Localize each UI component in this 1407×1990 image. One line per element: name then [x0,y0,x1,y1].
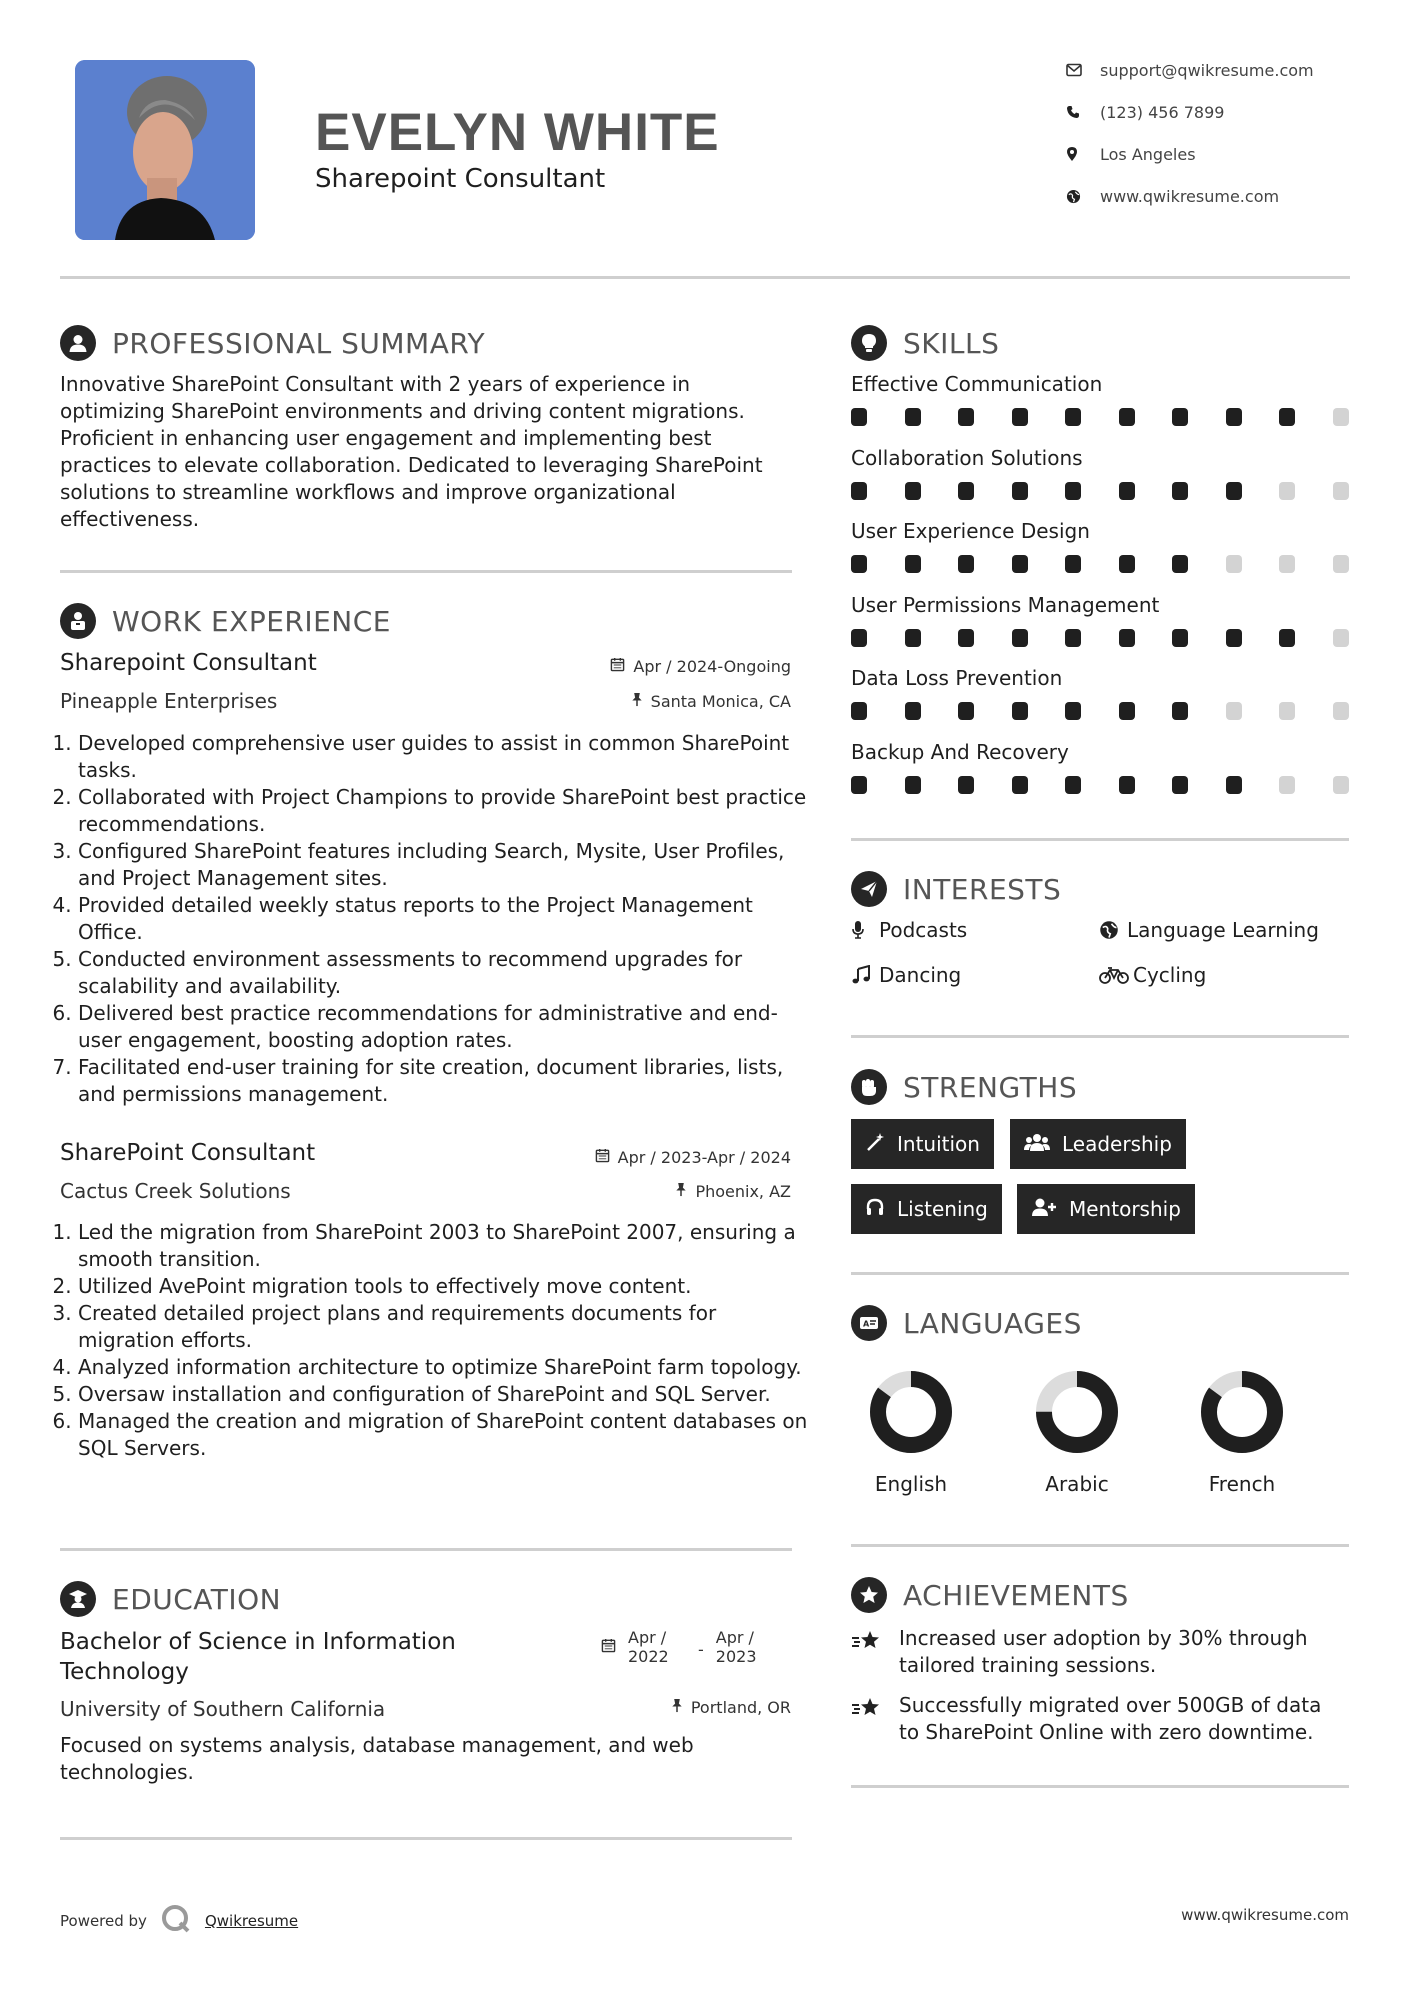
job-dates-text: Apr / 2024-Ongoing [633,657,791,676]
job-bullet: 1. Developed comprehensive user guides to assist in common SharePoint tasks. [78,730,813,784]
skill-dot-empty [1333,555,1349,573]
job-bullet: 6. Delivered best practice recommendations for administrative and end-user engagement, boosting adoption rates. [78,1000,813,1054]
interest-label: Language Learning [1127,918,1319,942]
user-icon [60,325,96,361]
skill-dot-filled [1172,776,1188,794]
skill-name: Data Loss Prevention [851,666,1063,690]
skill-dot-filled [851,776,867,794]
education-dates [601,1628,774,1666]
skill-dot-filled [1065,776,1081,794]
skill-dot-filled [1226,629,1242,647]
pushpin-icon [671,1698,683,1717]
job-bullet: 7. Facilitated end-user training for site creation, document libraries, lists, and permissions management. [78,1054,813,1108]
interest-label: Podcasts [879,918,968,942]
job-location [631,692,791,711]
skill-dot-filled [1119,482,1135,500]
language-name: Arabic [1045,1472,1109,1496]
languages-heading-text: LANGUAGES [903,1306,1082,1340]
interest-item [851,963,961,987]
skill-rating [851,482,1349,500]
skill-dot-filled [905,702,921,720]
skill-dot-empty [1333,482,1349,500]
globe-icon [1099,920,1127,940]
job-location [675,1182,791,1201]
footer-website[interactable]: www.qwikresume.com [1181,1906,1349,1924]
skill-dot-filled [1226,482,1242,500]
experience-heading [60,601,391,641]
contact-email[interactable] [1066,55,1314,85]
skill-dot-filled [1279,408,1295,426]
skill-rating [851,555,1349,573]
contact-email-text: support@qwikresume.com [1100,60,1314,80]
company-name: Cactus Creek Solutions [60,1179,291,1203]
job-bullets [58,730,813,1108]
strength-label: Mentorship [1069,1197,1181,1221]
strength-tag [851,1119,994,1169]
job-dates [595,1148,791,1167]
section-divider [60,1837,792,1840]
education-end: Apr / 2023 [715,1628,757,1666]
headphones-icon [865,1197,885,1222]
skill-dot-filled [958,629,974,647]
job-title: Sharepoint Consultant [60,650,317,676]
education-start: Apr / 2022 [628,1628,669,1666]
user-plus-icon [1031,1197,1057,1222]
powered-by-text: Powered by [60,1912,147,1930]
skill-dot-filled [1065,702,1081,720]
skill-dot-empty [1333,702,1349,720]
pushpin-icon [675,1182,687,1201]
achievements-heading-text: ACHIEVEMENTS [903,1578,1129,1612]
skill-dot-filled [1012,408,1028,426]
skill-dot-filled [1119,408,1135,426]
skill-rating [851,629,1349,647]
skill-dot-filled [958,776,974,794]
skill-dot-filled [1119,629,1135,647]
skill-dot-filled [905,555,921,573]
skill-dot-filled [851,408,867,426]
users-icon [1024,1132,1050,1157]
education-heading-text: EDUCATION [112,1582,282,1616]
skill-dot-empty [1226,702,1242,720]
job-bullet: 3. Configured SharePoint features including Search, Mysite, User Profiles, and Project Management sites. [78,838,813,892]
skill-dot-empty [1279,555,1295,573]
languages-heading [851,1303,1082,1343]
magic-wand-icon [865,1132,885,1157]
contact-location-text: Los Angeles [1100,144,1196,164]
achievement-text: Increased user adoption by 30% through tailored training sessions. [899,1626,1308,1677]
language-name: English [874,1472,948,1496]
skill-dot-filled [1012,629,1028,647]
skill-dot-filled [958,702,974,720]
qwikresume-logo-icon [161,1904,191,1938]
date-separator: - [698,1640,704,1659]
degree-title: Bachelor of Science in Information Technology [60,1629,456,1685]
shooting-star-icon [851,1692,883,1726]
skill-dot-filled [851,482,867,500]
skill-dot-filled [1012,555,1028,573]
skill-name: Backup And Recovery [851,740,1069,764]
briefcase-user-icon [60,603,96,639]
fist-icon [851,1069,887,1105]
achievement-item [851,1692,1341,1746]
skill-dot-empty [1333,629,1349,647]
strength-tag [851,1184,1002,1234]
skill-name: User Permissions Management [851,593,1160,617]
skill-name: User Experience Design [851,519,1090,543]
strength-tag [1017,1184,1195,1234]
skill-dot-filled [905,629,921,647]
profile-photo [75,60,255,240]
paper-plane-icon [851,871,887,907]
skill-dot-filled [1119,702,1135,720]
education-location-text: Portland, OR [690,1698,791,1717]
skill-dot-filled [905,408,921,426]
skill-dot-filled [1172,555,1188,573]
skill-dot-filled [1065,482,1081,500]
skills-heading [851,323,999,363]
globe-icon [1066,189,1100,204]
section-divider [60,1548,792,1551]
strengths-heading-text: STRENGTHS [903,1070,1078,1104]
lightbulb-icon [851,325,887,361]
skill-dot-filled [905,776,921,794]
job-dates [610,657,791,676]
section-divider [851,1785,1349,1788]
music-note-icon [851,965,879,985]
skill-dot-filled [851,555,867,573]
shooting-star-icon [851,1625,883,1659]
skill-dot-filled [1012,702,1028,720]
skill-dot-filled [1119,555,1135,573]
education-heading [60,1579,281,1619]
phone-icon [1066,105,1100,119]
skill-dot-filled [1172,482,1188,500]
summary-heading-text: PROFESSIONAL SUMMARY [112,326,486,360]
skill-rating [851,776,1349,794]
language-name: French [1208,1472,1276,1496]
section-divider [60,570,792,573]
interest-label: Dancing [879,963,962,987]
interest-label: Cycling [1133,963,1207,987]
summary-heading [60,323,485,363]
skill-dot-filled [1119,776,1135,794]
school-name: University of Southern California [60,1697,386,1721]
map-pin-icon [1066,146,1100,162]
skill-name: Effective Communication [851,372,1103,396]
section-divider [851,838,1349,841]
pushpin-icon [631,692,643,711]
calendar-icon [595,1148,610,1167]
skill-dot-filled [851,702,867,720]
strength-label: Listening [897,1197,988,1221]
job-bullet: 2. Utilized AvePoint migration tools to effectively move content. [78,1273,813,1300]
contact-website-text: www.qwikresume.com [1100,186,1280,206]
contact-location [1066,139,1196,169]
skill-dot-empty [1279,482,1295,500]
experience-heading-text: WORK EXPERIENCE [112,604,391,638]
strengths-heading [851,1067,1077,1107]
skill-dot-empty [1333,408,1349,426]
strength-label: Leadership [1062,1132,1172,1156]
skills-heading-text: SKILLS [903,326,1000,360]
skill-dot-empty [1226,555,1242,573]
interests-heading [851,869,1061,909]
achievement-item [851,1625,1341,1679]
job-bullets [58,1219,813,1462]
candidate-name: EVELYN WHITE [315,103,720,162]
education-location [671,1698,791,1717]
skill-dot-empty [1279,776,1295,794]
job-title: SharePoint Consultant [60,1140,316,1166]
contact-phone[interactable] [1066,97,1224,127]
section-divider [851,1035,1349,1038]
skill-dot-filled [1065,555,1081,573]
skill-dot-filled [851,629,867,647]
microphone-icon [851,920,879,940]
skill-dot-filled [958,482,974,500]
skill-dot-filled [1279,629,1295,647]
strength-tag [1010,1119,1186,1169]
skill-dot-filled [958,555,974,573]
skill-dot-filled [1012,776,1028,794]
brand-link[interactable]: Qwikresume [204,1912,299,1930]
job-location-text: Phoenix, AZ [695,1182,791,1201]
achievement-text: Successfully migrated over 500GB of data to SharePoint Online with zero downtime. [899,1693,1322,1744]
contact-website[interactable] [1066,181,1279,211]
interest-item [851,918,967,942]
svg-text:A: A [863,1319,870,1329]
job-bullet: 4. Provided detailed weekly status reports to the Project Management Office. [78,892,813,946]
calendar-icon [601,1628,616,1666]
skill-dot-filled [1012,482,1028,500]
job-bullet: 5. Oversaw installation and configuration of SharePoint and SQL Server. [78,1381,813,1408]
job-bullet: 2. Collaborated with Project Champions to provide SharePoint best practice recommendations. [78,784,813,838]
skill-dot-filled [1172,408,1188,426]
skill-rating [851,702,1349,720]
skill-dot-filled [1065,408,1081,426]
education-description: Focused on systems analysis, database management, and web technologies. [60,1733,694,1784]
achievements-heading [851,1575,1129,1615]
envelope-icon [1066,63,1100,77]
star-badge-icon [851,1577,887,1613]
job-bullet: 1. Led the migration from SharePoint 2003 to SharePoint 2007, ensuring a smooth transition. [78,1219,813,1273]
language-icon [851,1305,887,1341]
interest-item [1099,918,1319,942]
interest-item [1099,963,1206,987]
interests-heading-text: INTERESTS [903,872,1062,906]
job-bullet: 5. Conducted environment assessments to recommend upgrades for scalability and availability. [78,946,813,1000]
skill-dot-empty [1333,776,1349,794]
job-bullet: 6. Managed the creation and migration of SharePoint content databases on SQL Servers. [78,1408,813,1462]
section-divider [851,1544,1349,1547]
skill-dot-empty [1279,702,1295,720]
skill-dot-filled [1172,702,1188,720]
skill-dot-filled [958,408,974,426]
skill-dot-filled [1065,629,1081,647]
language-rings [851,1360,1349,1480]
calendar-icon [610,657,625,676]
skill-rating [851,408,1349,426]
graduate-icon [60,1581,96,1617]
company-name: Pineapple Enterprises [60,689,278,713]
section-divider [851,1272,1349,1275]
header-divider [60,276,1350,279]
contact-phone-text: (123) 456 7899 [1100,102,1225,122]
skill-name: Collaboration Solutions [851,446,1083,470]
skill-dot-filled [905,482,921,500]
job-bullet: 3. Created detailed project plans and requirements documents for migration efforts. [78,1300,813,1354]
strength-label: Intuition [897,1132,980,1156]
candidate-title: Sharepoint Consultant [315,164,606,194]
job-bullet: 4. Analyzed information architecture to optimize SharePoint farm topology. [78,1354,813,1381]
job-location-text: Santa Monica, CA [650,692,791,711]
skill-dot-filled [1226,408,1242,426]
powered-by [60,1904,298,1938]
skill-dot-filled [1226,776,1242,794]
skill-dot-filled [1172,629,1188,647]
bicycle-icon [1099,965,1133,985]
job-dates-text: Apr / 2023-Apr / 2024 [617,1148,791,1167]
summary-text: Innovative SharePoint Consultant with 2 years of experience in optimizing SharePoint environments and driving content migrations. Proficient in enhancing user engagement and implementing best practices to elevate collaboration. Dedicated to leveraging SharePoint solutions to streamline workflows and improve organizational effectiveness. [60,372,763,531]
